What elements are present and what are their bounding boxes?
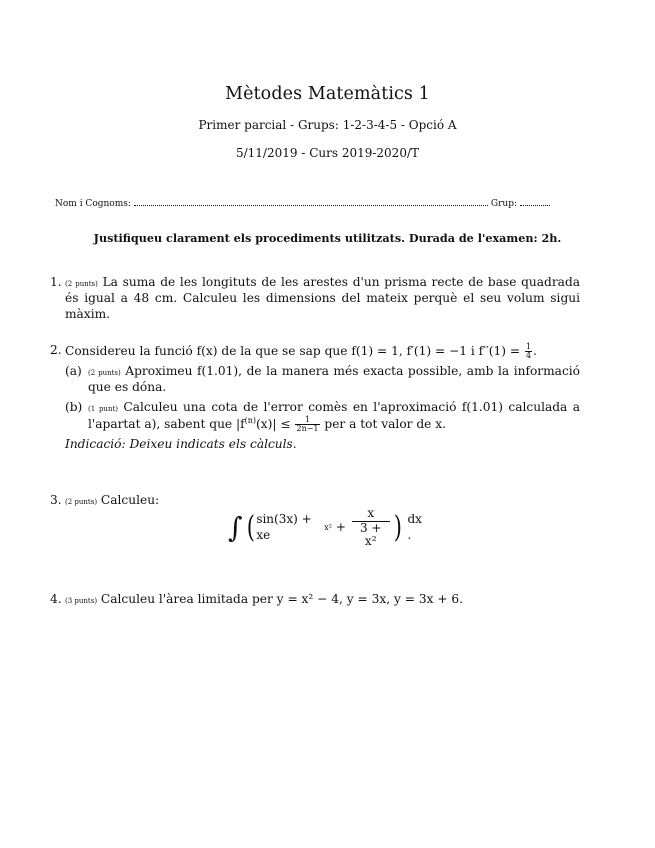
problem-2a-points: (2 punts) xyxy=(88,369,121,377)
problem-1-number: 1. xyxy=(50,275,62,289)
problem-3 xyxy=(50,493,580,509)
exam-date: 5/11/2019 - Curs 2019-2020/T xyxy=(235,146,419,160)
name-field-line xyxy=(55,199,550,211)
intro-frac-denominator: 4 xyxy=(525,351,532,360)
problem-4-number: 4. xyxy=(50,592,62,606)
problem-4 xyxy=(50,592,580,608)
exam-title: Mètodes Matemàtics 1 xyxy=(225,84,430,104)
problem-4-points: (3 punts) xyxy=(65,597,98,605)
grup-label: Grup: xyxy=(490,199,517,209)
integral-sign: ∫ xyxy=(228,511,243,544)
problem-3-integral xyxy=(228,505,428,549)
grup-blank[interactable] xyxy=(520,204,550,206)
problem-1-text: La suma de les longituts de les arestes d'un prisma recte de base quadrada és igual a 48 cm. Calculeu les dimensions del mateix perquè el seu volum sigui màxim. xyxy=(65,275,581,321)
integral-exponent: x² xyxy=(324,522,332,532)
problem-2b-fraction xyxy=(295,416,319,433)
problem-2b xyxy=(65,400,580,433)
integral-plus: + xyxy=(332,520,350,535)
problem-4-text: Calculeu l'àrea limitada per y = x² − 4, y = 3x, y = 3x + 6. xyxy=(100,592,464,606)
problem-2-intro-fraction xyxy=(525,343,532,360)
problem-2a-label: (a) xyxy=(65,364,82,378)
intro-frac-numerator: 1 xyxy=(525,342,532,351)
problem-2-intro: Considereu la funció f(x) de la que se sap que f(1) = 1, f′(1) = −1 i f′′(1) = xyxy=(65,344,524,358)
problem-2b-sup: (n) xyxy=(244,415,257,425)
right-paren: ) xyxy=(393,510,402,545)
exam-instructions: Justifiqueu clarament els procediments utilitzats. Durada de l'examen: 2h. xyxy=(93,231,562,245)
b-frac-numerator: 1 xyxy=(295,416,319,425)
problem-2a xyxy=(65,364,580,396)
integral-fraction xyxy=(352,507,390,549)
exam-subtitle: Primer parcial - Grups: 1-2-3-4-5 - Opció A xyxy=(198,118,457,132)
integral-dx: dx . xyxy=(407,512,422,542)
name-label: Nom i Cognoms: xyxy=(55,199,131,209)
problem-2: 2. Considereu la funció f(x) de la que se sap que f(1) = 1, f′(1) = −1 i f′′(1) = $\frac{1}{4}$ . (a) (2 punts) Aproximeu f(1.01), de la manera més exacta possible, amb la informació que es dóna. (b) (1 punt) Calculeu una cota de l'error comès en l'aproximació f(1.01) calculada a l'apartat a), sabent que $|f^{(n)}(x)|$ ≤ $\frac{1}{2n-1}$ per a tot valor de x. Indicació: Deixeu indicats els càlculs. xyxy=(50,342,581,451)
name-blank[interactable] xyxy=(134,204,488,206)
problem-2b-text3: per a tot valor de x. xyxy=(320,416,446,431)
integral-frac-numerator: x xyxy=(352,507,390,522)
problem-2-number: 2. xyxy=(50,343,62,357)
problem-3-number: 3. xyxy=(50,493,62,507)
integral-term1: sin(3x) + xe xyxy=(256,512,312,542)
problem-2b-text2: (x)| ≤ xyxy=(256,416,295,431)
problem-2b-text1: Calculeu una cota de l'error comès en l'aproximació f(1.01) calculada a l'apartat a), sabent que |f xyxy=(88,399,580,431)
integral-frac-denominator: 3 + x² xyxy=(359,520,382,549)
problem-1-points: (2 punts) xyxy=(65,280,98,288)
problem-3-points: (2 punts) xyxy=(65,498,98,506)
problem-1 xyxy=(50,275,580,323)
b-frac-denominator: 2n−1 xyxy=(296,423,319,433)
problem-2-hint: Indicació: Deixeu indicats els càlculs. xyxy=(65,436,297,451)
problem-3-text: Calculeu: xyxy=(100,493,160,507)
left-paren: ( xyxy=(246,510,255,545)
problem-2b-label: (b) xyxy=(65,399,83,414)
problem-2a-text: Aproximeu f(1.01), de la manera més exacta possible, amb la informació que es dóna. xyxy=(88,364,581,394)
problem-2b-points: (1 punt) xyxy=(88,404,118,413)
